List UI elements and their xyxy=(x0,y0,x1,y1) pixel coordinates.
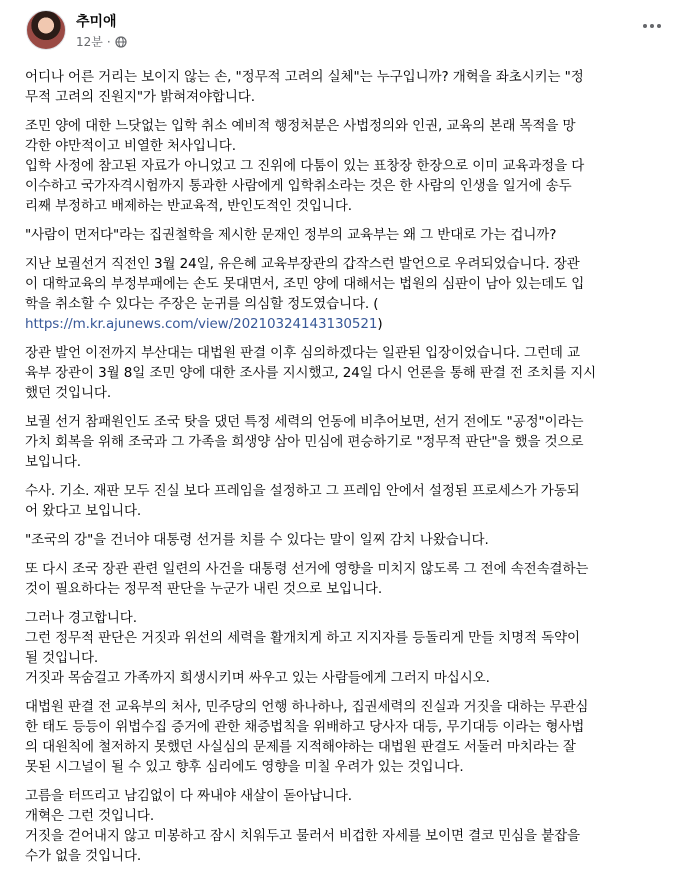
text-line: 것이 필요하다는 정무적 판단을 누군가 내린 것으로 보입니다. xyxy=(25,581,383,597)
post-header xyxy=(0,0,693,60)
text-line: 장관 발언 이전까지 부산대는 대법원 판결 이후 심의하겠다는 일관된 입장이었습니다. 그런데 교 xyxy=(25,345,580,361)
text-line: 보궐 선거 참패원인도 조국 탓을 댔던 특정 세력의 언동에 비추어보면, 선거 전에도 "공정"이라는 xyxy=(25,414,584,430)
paragraph xyxy=(25,225,675,245)
text-line: 조민 양에 대한 느닷없는 입학 취소 예비적 행정처분은 사법정의와 인권, 교육의 본래 목적을 망 xyxy=(25,118,576,134)
paragraph xyxy=(25,67,675,107)
text-line: 육부 장관이 3월 8일 조민 양에 대한 조사를 지시했고, 24일 다시 언론을 통해 판결 전 조치를 지시 xyxy=(25,365,597,381)
meta-separator: · xyxy=(106,34,111,49)
text-line: 의 대원칙에 철저하지 못했던 사실심의 문제를 지적해야하는 대법원 판결도 서둘러 마치라는 잘 xyxy=(25,739,576,755)
paragraph xyxy=(25,412,675,472)
text-line: 무적 고려의 진원지"가 밝혀져야합니다. xyxy=(25,89,255,105)
text-line: 각한 야만적이고 비열한 처사입니다. xyxy=(25,138,236,154)
text-line: 입학 사정에 참고된 자료가 아니었고 그 진위에 다툼이 있는 표창장 한장으로 이미 교육과정을 다 xyxy=(25,158,585,174)
text-line: 이수하고 국가자격시험까지 통과한 사람에게 입학취소라는 것은 한 사람의 인생을 일거에 송두 xyxy=(25,178,572,194)
more-options-button[interactable] xyxy=(637,14,667,38)
text-line: 못된 시그널이 될 수 있고 향후 심리에도 영향을 미칠 우려가 있는 것입니다. xyxy=(25,759,464,775)
text-line: 어디나 어른 거리는 보이지 않는 손, "정무적 고려의 실체"는 누구입니까? 개혁을 좌초시키는 "정 xyxy=(25,69,584,85)
text-line: 거짓과 목숨걸고 가족까지 희생시키며 싸우고 있는 사람들에게 그러지 마십시오. xyxy=(25,670,490,686)
paragraph xyxy=(25,481,675,521)
paragraph xyxy=(25,697,675,777)
text-line: 가치 회복을 위해 조국과 그 가족을 희생양 삼아 민심에 편승하기로 "정무적 판단"을 했을 것으로 xyxy=(25,434,584,450)
post-body xyxy=(25,67,675,875)
text-line: 될 것입니다. xyxy=(25,650,99,666)
news-link[interactable]: https://m.kr.ajunews.com/view/20210324143130521 xyxy=(25,316,378,332)
text-line: 수사. 기소. 재판 모두 진실 보다 프레임을 설정하고 그 프레임 안에서 설정된 프로세스가 가동되 xyxy=(25,483,580,499)
author-name[interactable]: 추미애 xyxy=(76,14,117,30)
paragraph xyxy=(25,559,675,599)
text-line: 어 왔다고 보입니다. xyxy=(25,503,142,519)
text-line: 이 대학교육의 부정부패에는 손도 못대면서, 조민 양에 대해서는 법원의 심판이 남아 있는데도 입 xyxy=(25,276,585,292)
avatar[interactable] xyxy=(26,10,66,50)
paragraph xyxy=(25,254,675,334)
paragraph xyxy=(25,530,675,550)
paragraph xyxy=(25,116,675,216)
paragraph xyxy=(25,608,675,688)
text-line: 대법원 판결 전 교육부의 처사, 민주당의 언행 하나하나, 집권세력의 진실과 거짓을 대하는 무관심 xyxy=(25,699,589,715)
post-time[interactable]: 12분 xyxy=(76,35,103,49)
text-line: 또 다시 조국 장관 관련 일련의 사건을 대통령 선거에 영향을 미치지 않도록 그 전에 속전속결하는 xyxy=(25,561,589,577)
text-line: 고름을 터뜨리고 남김없이 다 짜내야 새살이 돋아납니다. xyxy=(25,788,352,804)
text-line: 그런 정무적 판단은 거짓과 위선의 세력을 활개치게 하고 지지자를 등돌리게 만들 치명적 독약이 xyxy=(25,630,580,646)
globe-icon[interactable] xyxy=(115,36,127,48)
paragraph xyxy=(25,343,675,403)
text-line: 했던 것입니다. xyxy=(25,385,112,401)
text-line: 리째 부정하고 배제하는 반교육적, 반인도적인 것입니다. xyxy=(25,198,352,214)
link-line xyxy=(25,314,675,334)
text-line: 지난 보궐선거 직전인 3월 24일, 유은혜 교육부장관의 갑작스런 발언으로 우려되었습니다. 장관 xyxy=(25,256,580,272)
text-line: 수가 없을 것입니다. xyxy=(25,848,142,864)
text-line: "사람이 먼저다"라는 집권철학을 제시한 문재인 정부의 교육부는 왜 그 반대로 가는 겁니까? xyxy=(25,227,557,243)
text-line: 그러나 경고합니다. xyxy=(25,610,137,626)
text-line: "조국의 강"을 건너야 대통령 선거를 치를 수 있다는 말이 일찌 감치 나왔습니다. xyxy=(25,532,489,548)
text-line: 한 태도 등등이 위법수집 증거에 관한 채증법칙을 위배하고 당사자 대등, 무기대등 이라는 형사법 xyxy=(25,719,585,735)
text-line: 개혁은 그런 것입니다. xyxy=(25,808,155,824)
paragraph xyxy=(25,786,675,866)
text-line: 학을 취소할 수 있다는 주장은 눈귀를 의심할 정도였습니다. ( xyxy=(25,296,379,312)
post-meta xyxy=(76,33,127,50)
text-line: 거짓을 걷어내지 않고 미봉하고 잠시 치워두고 물러서 비겁한 자세를 보이면 결코 민심을 붙잡을 xyxy=(25,828,580,844)
more-dots-icon xyxy=(643,24,647,28)
text-line: 보입니다. xyxy=(25,454,81,470)
closing-paren: ) xyxy=(377,316,383,332)
